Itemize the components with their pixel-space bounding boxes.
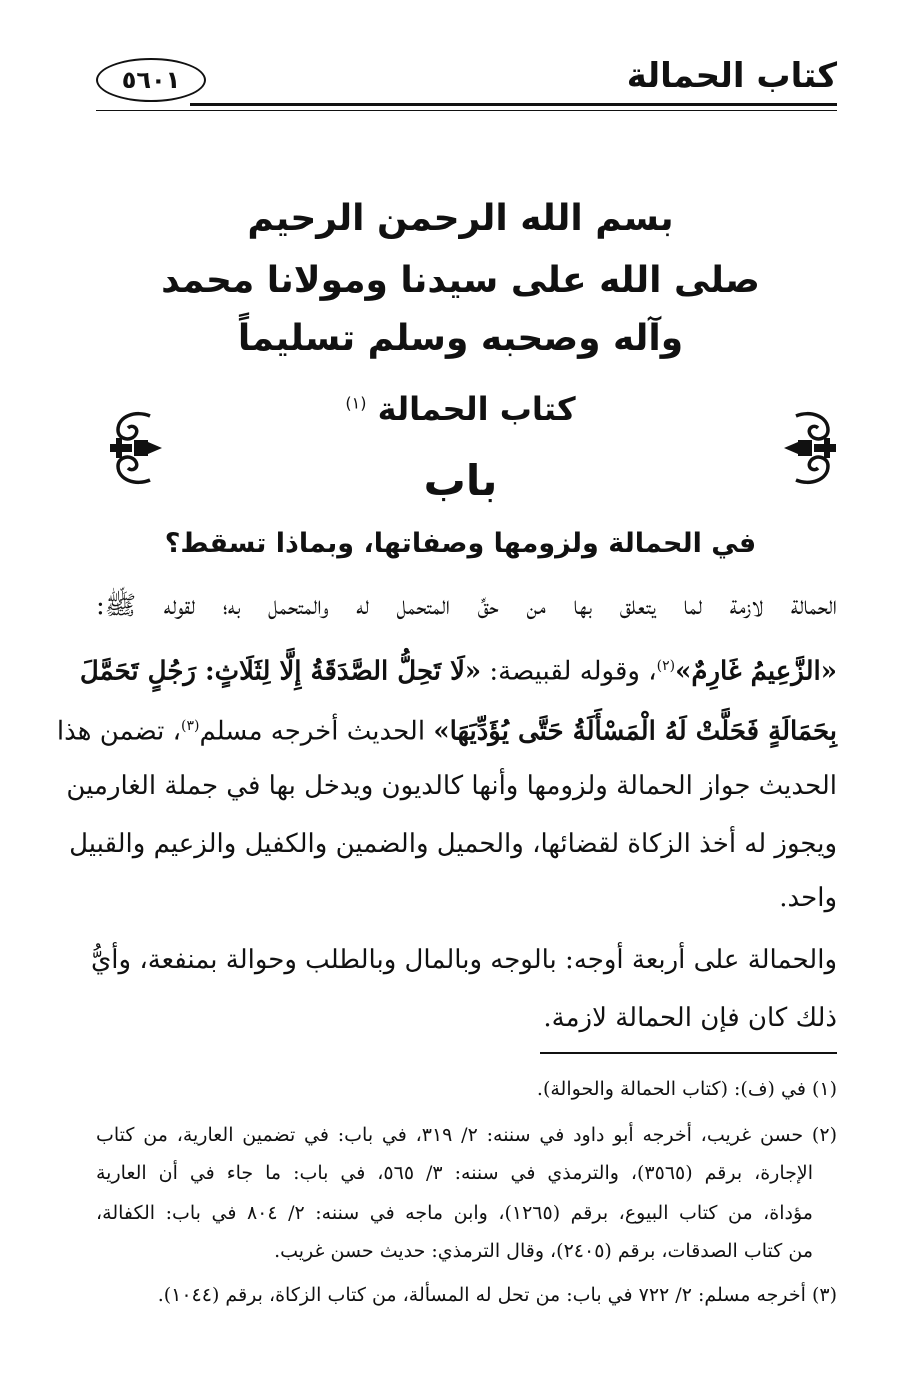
body-line-5: ويجوز له أخذ الزكاة لقضائها، والحميل والضمين والكفيل والزعيم والقبيل [69,829,837,859]
body-line-8: ذلك كان فإن الحمالة لازمة. [543,1003,837,1033]
body-line-1: الحمالة لازمة لما يتعلق بها من حقِّ المتحمل له والمتحمل به؛ لقوله ﷺ: [96,591,837,621]
header-rule [190,103,837,106]
footnote-ref: (٣) [181,718,200,734]
hadith-quote: بِحَمَالَةٍ فَحَلَّتْ لَهُ الْمَسْأَلَةُ حَتَّى يُؤَدِّيَهَا» [433,716,837,747]
body-line-2 [79,646,837,692]
footnote-2-cont: الإجارة، برقم (٣٥٦٥)، والترمذي في سننه: ٣/ ٥٦٥، في باب: ما جاء في أن العارية [96,1162,813,1184]
page-number-badge [96,58,206,102]
body-text: ، وقوله لقبيصة: [481,656,657,687]
chapter-label: باب [423,456,498,505]
footnote-2-cont: من كتاب الصدقات، برقم (٢٤٠٥)، وقال الترمذي: حديث حسن غريب. [274,1240,813,1262]
body-text: الحديث أخرجه مسلم [199,716,434,747]
body-line-3 [56,706,837,752]
footnote-ref: (٢) [656,658,676,674]
footnote-3: (٣) أخرجه مسلم: ٢/ ٧٢٢ في باب: من تحل له المسألة، من كتاب الزكاة، برقم (١٠٤٤). [157,1284,837,1306]
footnote-rule [540,1052,837,1054]
body-text: ، تضمن هذا [56,716,182,747]
book-title [200,390,721,428]
footnote-2-cont: مؤداة، من كتاب البيوع، برقم (١٢٦٥)، وابن ماجه في سننه: ٢/ ٨٠٤ في باب: الكفالة، [96,1202,813,1224]
right-ornament-icon [782,408,840,488]
book-title-footnote-ref: (١) [345,393,367,413]
book-title-text: كتاب الحمالة [377,390,576,428]
body-line-4: الحديث جواز الحمالة ولزومها وأنها كالديون ويدخل بها في جملة الغارمين [66,771,837,801]
footnote-2: (٢) حسن غريب، أخرجه أبو داود في سننه: ٢/ ٣١٩، في باب: في تضمين العارية، من كتاب [96,1124,837,1146]
footnote-1: (١) في (ف): (كتاب الحمالة والحوالة). [536,1078,837,1100]
page-number: ٥٦٠١ [121,66,181,94]
chapter-subheading: في الحمالة ولزومها وصفاتها، وبماذا تسقط؟ [164,528,757,559]
basmala-line: بسم الله الرحمن الرحيم [247,198,674,239]
salutation-line: صلى الله على سيدنا ومولانا محمد [161,260,760,301]
running-title: كتاب الحمالة [626,56,837,96]
body-line-7: والحمالة على أربعة أوجه: بالوجه وبالمال وبالطلب وحوالة بمنفعة، وأيُّ [90,945,837,975]
hadith-quote: «لَا تَحِلُّ الصَّدَقَةُ إِلَّا لِثَلَاثٍ: رَجُلٍ تَحَمَّلَ [79,656,482,687]
body-line-6: واحد. [779,883,837,913]
hadith-quote: «الزَّعِيمُ غَارِمٌ» [675,656,837,687]
header-rule-thin [96,110,837,111]
left-ornament-icon [106,408,164,488]
salutation-line-2: وآله وصحبه وسلم تسليماً [237,318,684,359]
